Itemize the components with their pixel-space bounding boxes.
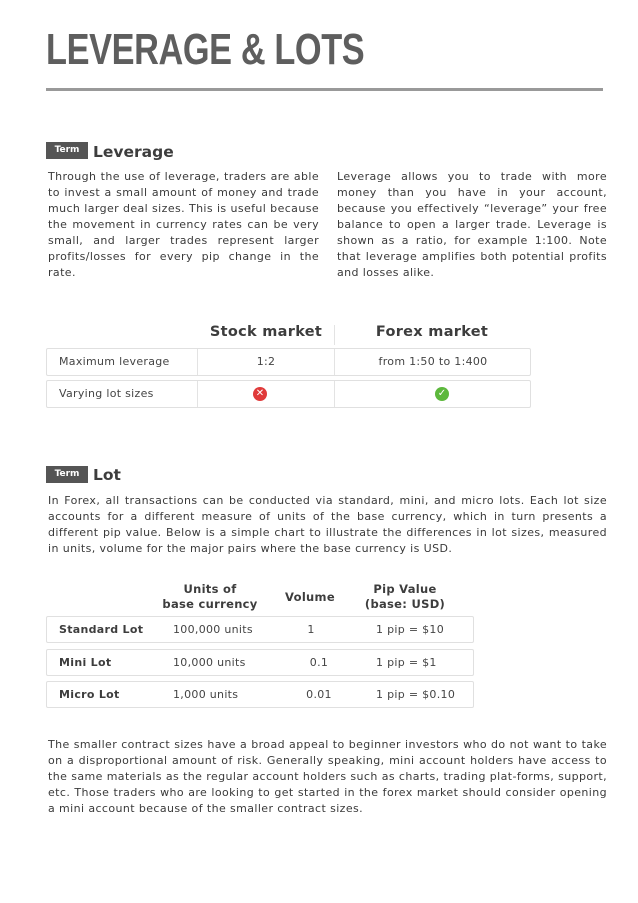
page-title: LEVERAGE & LOTS [46,25,365,74]
lot-volume: 1 [307,623,315,636]
term-badge: Term [46,466,88,483]
leverage-paragraph-left: Through the use of leverage, traders are able to invest a small amount of money and trade much larger deal sizes. This is useful because the movement in currency rates can be very small, and larger trades represent larger profits/losses for every pip change in the rate. [48,170,319,279]
lot-units: 1,000 units [173,688,239,701]
column-header-stock-market: Stock market [209,324,323,340]
table-row-mini-lot [46,649,474,676]
lot-heading: Lot [93,466,121,484]
lot-name: Mini Lot [59,656,112,669]
table-row-maximum-leverage [46,348,531,376]
lot-volume: 0.1 [309,656,329,669]
header-pip-line2: (base: USD) [364,597,446,611]
column-divider [334,325,335,345]
forex-leverage-value: from 1:50 to 1:400 [378,355,488,368]
header-volume: Volume [285,590,335,604]
lot-pip-value: 1 pip = $10 [376,623,445,636]
table-row-standard-lot [46,616,474,643]
header-units [160,582,260,612]
header-units-line2: base currency [162,597,258,611]
cell-divider [334,381,335,407]
row-label: Varying lot sizes [59,387,154,400]
title-divider [46,88,603,91]
lot-volume: 0.01 [306,688,332,701]
lot-intro-paragraph: In Forex, all transactions can be conducted via standard, mini, and micro lots. Each lot size accounts for a different measure of units of the base currency, which in turn presents a different pip value. Below is a simple chart to illustrate the differences in lot sizes, measured in units, volume for the major pairs where the base currency is USD. [48,494,607,555]
column-header-forex-market: Forex market [375,324,489,340]
table-row-varying-lot-sizes [46,380,531,408]
header-pip-value [355,582,455,612]
term-badge: Term [46,142,88,159]
x-circle-icon: ✕ [253,387,267,401]
cell-divider [197,381,198,407]
check-circle-icon: ✓ [435,387,449,401]
lot-outro-paragraph: The smaller contract sizes have a broad appeal to beginner investors who do not want to take on a disproportional amount of risk. Generally speaking, mini account holders have access to the same materials as the regular account holders such as charts, trading plat-forms, support, etc. Those traders who are looking to get started in the forex market should consider opening a mini account because of the smaller contract sizes. [48,738,607,815]
table-row-micro-lot [46,681,474,708]
lot-pip-value: 1 pip = $1 [376,656,437,669]
header-units-line1: Units of [183,582,237,596]
stock-leverage-value: 1:2 [256,355,276,368]
header-pip-line1: Pip Value [373,582,437,596]
lot-name: Micro Lot [59,688,120,701]
row-label: Maximum leverage [59,355,170,368]
leverage-paragraph-right: Leverage allows you to trade with more money than you have in your account, because you effectively “leverage” your free balance to open a larger trade. Leverage is shown as a ratio, for example 1:100. Note that leverage amplifies both potential profits and losses alike. [337,170,607,279]
leverage-heading: Leverage [93,143,174,161]
lot-pip-value: 1 pip = $0.10 [376,688,456,701]
lot-units: 100,000 units [173,623,253,636]
lot-units: 10,000 units [173,656,246,669]
lot-name: Standard Lot [59,623,144,636]
